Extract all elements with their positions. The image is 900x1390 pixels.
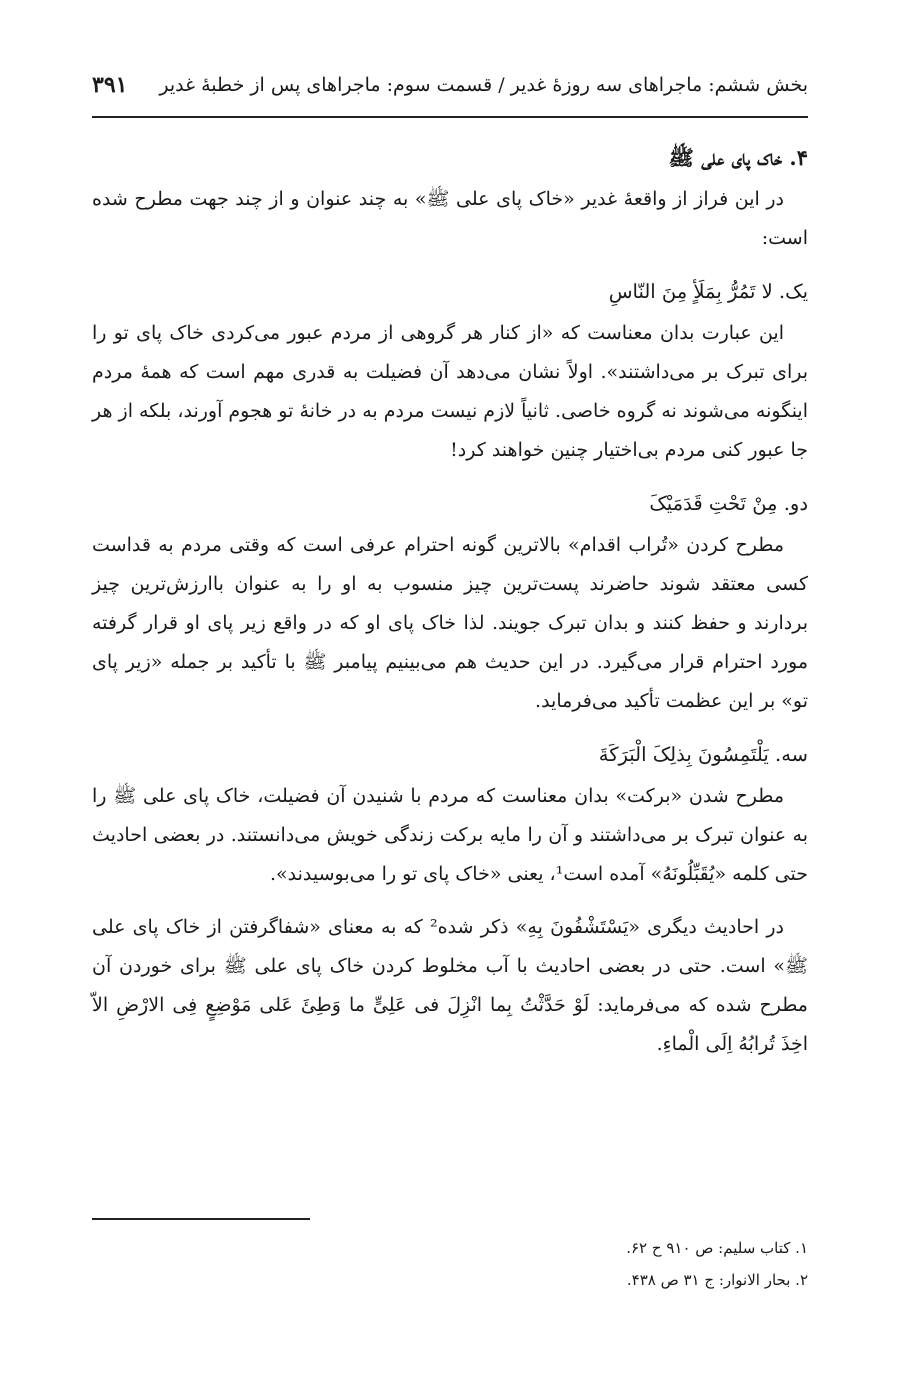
section-heading: ۴. خاک پای علی ﷺ	[668, 145, 808, 170]
footnotes	[92, 1232, 808, 1296]
item-paragraph: این عبارت بدان معناست که «از کنار هر گروهی از مردم عبور می‌کردی خاک پای تو را برای تبرک بر می‌داشتند». اولاً نشان می‌دهد آن فضیلت به قدری مهم است که همهٔ مردم اینگونه می‌شوند نه گروه خاصی. ثانیاً لازم نیست مردم به در خانهٔ تو هجوم آورند، بلکه از هر جا عبور کنی مردم بی‌اختیار چنین خواهند کرد!	[92, 322, 808, 461]
header-rule	[92, 116, 808, 118]
paragraph-gap	[92, 894, 808, 908]
item-title: سه. یَلْتَمِسُونَ بِذلِکَ الْبَرَکَةَ	[598, 743, 808, 766]
item-paragraph: در احادیث دیگری «یَسْتَشْفُونَ بِهِ» ذکر شده² که به معنای «شفاگرفتن از خاک پای علی ﷺ» است. حتی در بعضی احادیث با آب مخلوط کردن خاک پای علی ﷺ برای خوردن آن مطرح شده که می‌فرماید: لَوْ حَدَّثْتُ بِما انْزِلَ فی عَلِیٍّ ما وَطِئَ عَلی مَوْضِعٍ فِی الارْضِ الاّ اخِذَ تُرابُهُ اِلَی الْماءِ.	[92, 916, 808, 1055]
item-title: دو. مِنْ تَحْتِ قَدَمَیْکَ	[649, 492, 808, 515]
item-paragraph: مطرح کردن «تُراب اقدام» بالاترین گونه احترام عرفی است که وقتی مردم به قداست کسی معتقد شوند حاضرند پست‌ترین چیز منسوب به او را به عنوان باارزش‌ترین چیز بردارند و حفظ کنند و بدان تبرک جویند. لذا خاک پای او که در واقع زیر پای او قرار گرفته مورد احترام قرار می‌گیرد. در این حدیث هم می‌بینیم پیامبر ﷺ با تأکید بر جمله «زیر پای تو» بر این عظمت تأکید می‌فرماید.	[92, 534, 808, 712]
item-title: یک. لا تَمُرُّ بِمَلَأٍ مِنَ النّاسِ	[608, 280, 808, 303]
footnote: ۲. بحار الانوار: ج ۳۱ ص ۴۳۸.	[626, 1271, 808, 1289]
footnote: ۱. کتاب سلیم: ص ۹۱۰ ح ۶۲.	[626, 1239, 808, 1257]
item-paragraph: مطرح شدن «برکت» بدان معناست که مردم با شنیدن آن فضیلت، خاک پای علی ﷺ را به عنوان تبرک بر می‌داشتند و آن را مایه برکت زندگی خویش می‌دانستند. در بعضی احادیث حتی کلمه «یُقَبِّلُونَهُ» آمده است¹، یعنی «خاک پای تو را می‌بوسیدند».	[92, 785, 808, 885]
book-page	[92, 0, 808, 1390]
running-title: بخش ششم: ماجراهای سه روزهٔ غدیر / قسمت سوم: ماجراهای پس از خطبهٔ غدیر	[159, 74, 808, 96]
page-header	[92, 68, 808, 118]
page-number: ۳۹۱	[92, 72, 128, 98]
page-body	[92, 138, 808, 1064]
footnote-rule	[92, 1218, 310, 1220]
section-intro: در این فراز از واقعهٔ غدیر «خاک پای علی ﷺ» به چند عنوان و از چند جهت مطرح شده است:	[92, 188, 808, 249]
